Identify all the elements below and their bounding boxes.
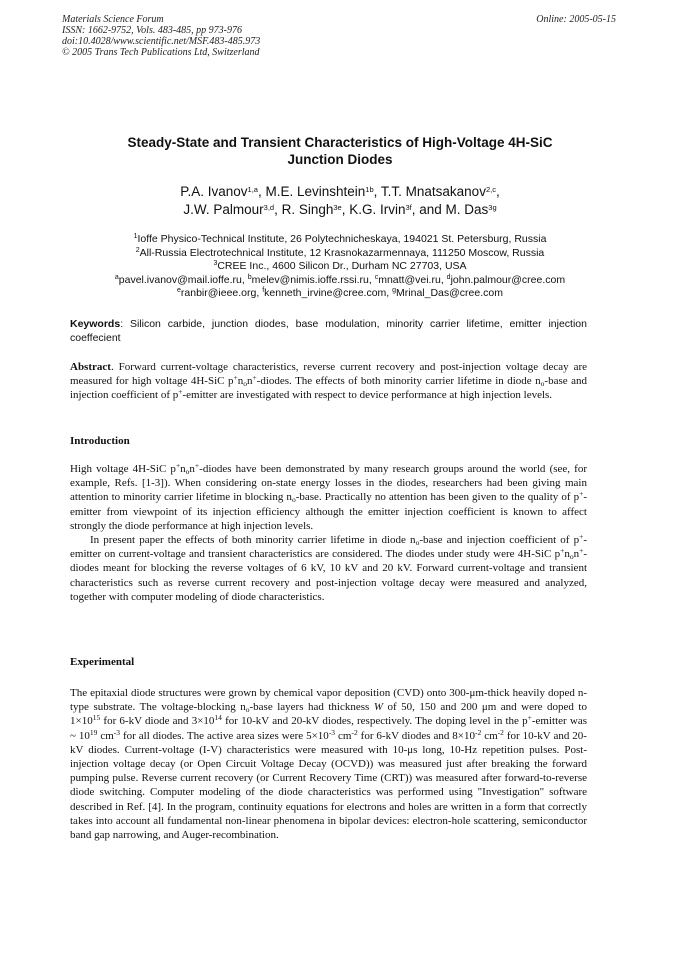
author-affil-mark: 1,a — [247, 185, 258, 194]
email-link[interactable]: ranbir@ieee.org, — [180, 287, 263, 299]
paragraph: In present paper the effects of both minority carrier lifetime in diode $n_o$-base and injection coefficient of p+-emitter on current-voltage and transient characteristics are considered. The diodes under study were 4H-SiC $p^+n_on^+$-diodes meant for blocking the reverse voltages of 6 kV, 10 kV and 20 kV. Forward current-voltage and transient characteristics such as reverse current recovery and post-injection voltage decay were measured and analyzed, together with computer modeling of diode characteristics. — [70, 532, 587, 603]
author-affil-mark: 3e — [333, 203, 342, 212]
emails-line-1: $^a$pavel.ivanov@mail.ioffe.ru, $^b$melev@nimis.ioffe.rssi.ru, $^c$mnatt@vei.ru, $^d$john.palmour@cree.com — [114, 273, 566, 286]
doi-line: doi:10.4028/www.scientific.net/MSF.483-485.973 — [62, 36, 261, 47]
emails-line-2: $^e$ranbir@ieee.org, $^f$kenneth_irvine@cree.com, $^g$Mrinal_Das@cree.com — [177, 287, 503, 299]
introduction-text — [70, 462, 587, 604]
keywords-label: Keywords — [70, 318, 121, 330]
email-link[interactable]: kenneth_irvine@cree.com, — [264, 287, 393, 299]
affiliation-1: $^1$Ioffe Physico-Technical Institute, 26 Polytechnicheskaya, 194021 St. Petersburg, Russia — [133, 233, 547, 245]
abstract-label: Abstract — [70, 361, 111, 373]
author-affil-mark: 3f — [405, 203, 412, 212]
affiliation-3: $^3$CREE Inc., 4600 Silicon Dr., Durham NC 27703, USA — [213, 260, 467, 272]
affiliations — [60, 233, 620, 301]
author-separator: , — [495, 184, 500, 199]
author-name: P.A. Ivanov — [180, 184, 248, 199]
author-affil-mark: 1b — [365, 185, 374, 194]
issn-line: ISSN: 1662-9752, Vols. 483-485, pp 973-976 — [62, 25, 242, 36]
paragraph: The epitaxial diode structures were grown by chemical vapor deposition (CVD) onto 300-μm-thick heavily doped n-type substrate. The voltage-blocking $n_o$-base layers had thickness W of 50, 150 and 200 μm and were doped to $1\times 10^{15}$ for 6-kV diode and $3\times 10^{14}$ for 10-kV and 20-kV diodes, respectively. The doping level in the p+-emitter was ~ $10^{19}$ $cm^{-3}$ for all diodes. The active area sizes were $5\times 10^{-3}$ $cm^{-2}$ for 6-kV diodes and $8\times 10^{-2}$ $cm^{-2}$ for 10-kV and 20-kV diodes. Current-voltage (I-V) characteristics were measured with 10-μs long, 10-Hz repetition pulses. Post-injection voltage decay (or Open Circuit Voltage Decay (OCVD)) was measured just after breaking the forward pumping pulse. Reverse current recovery (or Current Recovery Time (CRT)) was measured after forward-to-reverse diode switching. Computer modeling of the diode characteristics was performed using "Investigation" software described in Ref. [4]. In the program, continuity equations for electrons and holes are written in a form that correctly takes into account all fundamental non-linear phenomena in bipolar devices: electron-hole scattering, semiconductor band gap narrowing, and Auger-recombination. — [70, 687, 587, 842]
experimental-text — [70, 686, 587, 842]
email-link[interactable]: john.palmour@cree.com — [450, 273, 566, 286]
title-line-1: Steady-State and Transient Characteristics of High-Voltage 4H-SiC — [127, 135, 553, 150]
copyright-line: © 2005 Trans Tech Publications Ltd, Switzerland — [62, 47, 260, 58]
paper-title — [60, 134, 620, 168]
email-link[interactable]: mnatt@vei.ru, — [378, 273, 447, 286]
title-line-2: Junction Diodes — [287, 152, 393, 167]
section-heading-experimental: Experimental — [70, 656, 135, 668]
author-name: , R. Singh — [274, 202, 334, 217]
author-name: , K.G. Irvin — [341, 202, 406, 217]
paragraph: High voltage 4H-SiC $p^+n_on^+$-diodes have been demonstrated by many research groups around the world (see, for example, Refs. [1-3]). When considering on-state energy losses in the diodes, researchers had been giving main attention to minority carrier lifetime in blocking $n_o$-base. Practically no attention has been given to the quality of p+-emitter from viewpoint of its injection efficiency although the emitter injection coefficient is known to affect strongly the diode performance at high injection levels. — [70, 461, 588, 532]
author-name: J.W. Palmour — [183, 202, 264, 217]
email-link[interactable]: Mrinal_Das@cree.com — [396, 287, 503, 299]
affiliation-2: $^2$All-Russia Electrotechnical Institute, 12 Krasnokazarmennaya, 111250 Moscow, Russia — [135, 246, 545, 259]
author-line-2 — [60, 201, 620, 219]
section-heading-introduction: Introduction — [70, 435, 130, 447]
author-name: , M.E. Levinshtein — [257, 184, 366, 199]
author-affil-mark: 2,c — [485, 185, 496, 194]
abstract: Abstract. Forward current-voltage characteristics, reverse current recovery and post-injection voltage decay are measured for high voltage 4H-SiC $p^+n_on^+$-diodes. The effects of both minority carrier lifetime in diode $n_o$-base and injection coefficient of p+-emitter are investigated with respect to device performance at high injection levels. — [70, 361, 587, 402]
author-affil-mark: 3g — [488, 203, 497, 212]
author-list — [60, 183, 620, 219]
author-name: , and M. Das — [411, 202, 489, 217]
author-line-1 — [60, 183, 620, 201]
author-name: , T.T. Mnatsakanov — [373, 184, 486, 199]
journal-name: Materials Science Forum — [62, 14, 164, 25]
email-link[interactable]: melev@nimis.ioffe.rssi.ru, — [251, 273, 375, 286]
author-affil-mark: 3,d — [263, 203, 275, 212]
journal-header — [62, 14, 260, 58]
keywords-text: : Silicon carbide, junction diodes, base modulation, minority carrier lifetime, emitter injection coeffecient — [70, 318, 587, 344]
keywords — [70, 318, 587, 345]
online-date: Online: 2005-05-15 — [536, 14, 616, 25]
email-link[interactable]: pavel.ivanov@mail.ioffe.ru, — [118, 273, 248, 286]
